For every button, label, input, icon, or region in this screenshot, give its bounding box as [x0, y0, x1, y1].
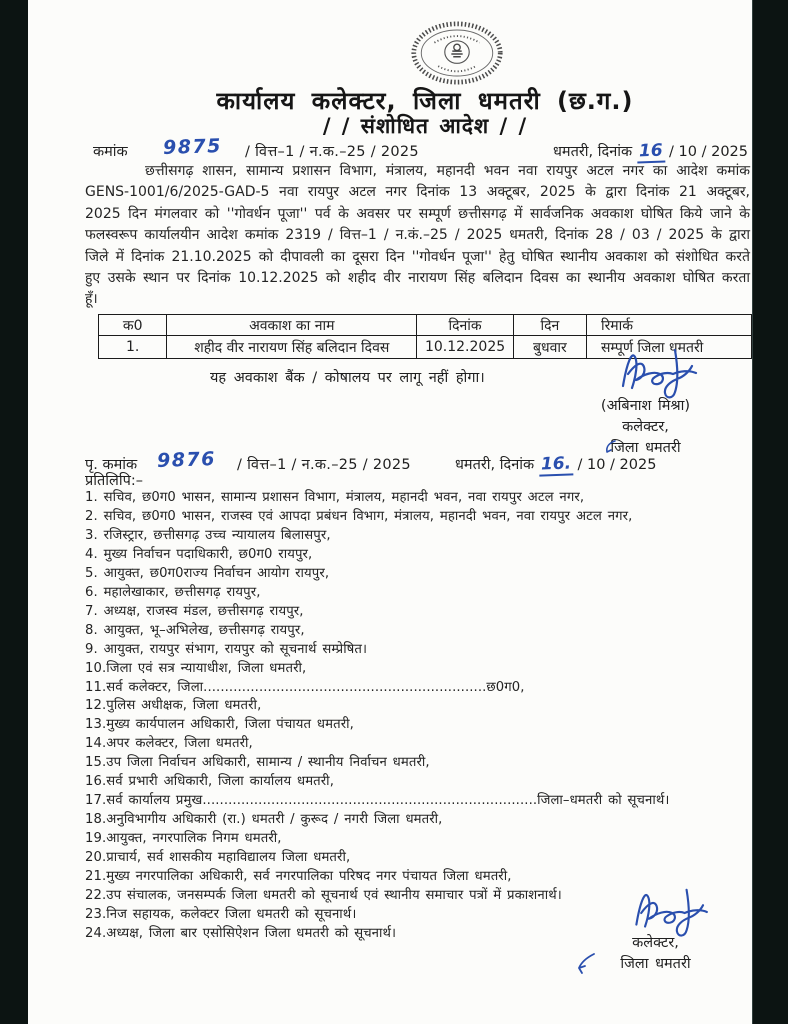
copy-list-item: 23.निज सहायक, कलेक्टर जिला धमतरी को सूचनार्थ।	[85, 906, 357, 922]
copy-list-item: 2. सचिव, छ0ग0 भासन, राजस्व एवं आपदा प्रबंधन विभाग, मंत्रालय, महानदी भवन, नवा रायपुर अटल नगर,	[85, 508, 633, 524]
date-rest: / 10 / 2025	[669, 144, 748, 160]
copy-list-item: 13.मुख्य कार्यपालन अधिकारी, जिला पंचायत धमतरी,	[85, 717, 354, 733]
copy-list-item: 9. आयुक्त, रायपुर संभाग, रायपुर को सूचनार्थ सम्प्रेषित।	[85, 641, 368, 657]
endorsement-suffix: / वित्त–1 / न.क.–25 / 2025	[237, 457, 411, 473]
footer-signatory-designation: कलेक्टर,	[632, 935, 679, 951]
bank-note: यह अवकाश बैंक / कोषालय पर लागू नहीं होगा।	[210, 370, 485, 386]
ink-arrow-mark-lower	[577, 952, 597, 976]
endorsement-label: पृ. कमांक	[85, 457, 138, 473]
copy-list-item: 7. अध्यक्ष, राजस्व मंडल, छत्तीसगढ़ रायपुर,	[85, 603, 304, 619]
endorsement-number-handwritten: 9876	[156, 447, 217, 473]
place-date	[553, 141, 748, 163]
copy-list-item: 19.आयुक्त, नगरपालिक निगम धमतरी,	[85, 831, 282, 847]
copies-label: प्रतिलिपि:–	[85, 473, 143, 489]
endorsement-place-label: धमतरी, दिनांक	[455, 457, 535, 473]
cell-holiday-name: शहीद वीर नारायण सिंह बलिदान दिवस	[167, 336, 417, 359]
signatory-block	[558, 396, 733, 459]
copy-list-item: 15.उप जिला निर्वाचन अधिकारी, सामान्य / स्थानीय निर्वाचन धमतरी,	[85, 755, 430, 771]
signatory-district: जिला धमतरी	[610, 440, 681, 456]
copy-distribution-list	[85, 489, 752, 944]
endorsement-place-date	[455, 454, 656, 476]
signatory-name: (अबिनाश मिश्रा)	[600, 398, 691, 414]
col-holiday-name: अवकाश का नाम	[167, 315, 417, 336]
cell-serial: 1.	[99, 336, 167, 359]
order-type-title: / / संशोधित आदेश / /	[322, 114, 528, 138]
place-date-label: धमतरी, दिनांक	[553, 144, 633, 160]
government-seal-icon	[410, 20, 504, 86]
copy-list-item: 14.अपर कलेक्टर, जिला धमतरी,	[85, 736, 253, 752]
footer-signatory-district: जिला धमतरी	[620, 956, 691, 972]
copy-list-item: 4. मुख्य निर्वाचन पदाधिकारी, छ0ग0 रायपुर,	[85, 546, 313, 562]
cell-day: बुधवार	[513, 336, 586, 359]
copy-list-item: 12.पुलिस अधीक्षक, जिला धमतरी,	[85, 698, 262, 714]
copy-list-item: 1. सचिव, छ0ग0 भासन, सामान्य प्रशासन विभाग, मंत्रालय, महानदी भवन, नवा रायपुर अटल नगर,	[85, 490, 585, 505]
copy-list-item: 20.प्राचार्य, सर्व शासकीय महाविद्यालय जिला धमतरी,	[85, 850, 351, 866]
document-paper	[28, 0, 752, 1024]
copy-list-item: 11.सर्व कलेक्टर, जिला..................................................................छ0ग0,	[85, 679, 525, 695]
copy-list-item: 18.अनुविभागीय अधिकारी (रा.) धमतरी / कुरूद / नगरी जिला धमतरी,	[85, 812, 443, 828]
ref-number-handwritten: 9875	[162, 134, 223, 160]
date-day-handwritten: 16	[636, 141, 664, 164]
copy-list-item: 24.अध्यक्ष, जिला बार एसोसिऐशन जिला धमतरी को सूचनार्थ।	[85, 925, 397, 941]
col-serial: क0	[99, 315, 167, 336]
order-paragraph: छत्तीसगढ़ शासन, सामान्य प्रशासन विभाग, मंत्रालय, महानदी भवन नवा रायपुर अटल नगर का आदेश कमांक GENS-1001/6/2025-GAD-5 नवा रायपुर अटल नगर दिनांक 13 अक्टूबर, 2025 के द्वारा दिनांक 21 अक्टूबर, 2025 दिन मंगलवार को ''गोवर्धन पूजा'' पर्व के अवसर पर सम्पूर्ण छत्तीसगढ़ में सार्वजनिक अवकाश घोषित किये जाने के फलस्वरूप कार्यालयीन आदेश कमांक 2319 / वित्त–1 / न.कं.–25 / 2025 धमतरी, दिनांक 28 / 03 / 2025 के द्वारा जिले में दिनांक 21.10.2025 को दीपावली का दूसरा दिन ''गोवर्धन पूजा'' हेतु घोषित स्थानीय अवकाश को संशोधित करते हुए उसके स्थान पर दिनांक 10.12.2025 को शहीद वीर नारायण सिंह बलिदान दिवस का स्थानीय अवकाश घोषित करता हूँ।	[85, 163, 750, 308]
cell-date: 10.12.2025	[417, 336, 514, 359]
copy-list-item: 22.उप संचालक, जनसम्पर्क जिला धमतरी को सूचनार्थ एवं स्थानीय समाचार पत्रों में प्रकाशनार्थ।	[85, 888, 562, 904]
office-title: कार्यालय कलेक्टर, जिला धमतरी (छ.ग.)	[216, 87, 634, 115]
copy-list-item: 5. आयुक्त, छ0ग0राज्य निर्वाचन आयोग रायपुर,	[85, 565, 330, 581]
ref-label: कमांक	[93, 144, 128, 160]
copy-list-item: 6. महालेखाकार, छत्तीसगढ़ रायपुर,	[85, 584, 261, 600]
endorsement-date-day-handwritten: 16.	[538, 453, 573, 476]
col-remark: रिमार्क	[586, 315, 751, 336]
copy-list-item: 17.सर्व कार्यालय प्रमुख..............................................................................जिला–धमतरी को सूचनार्थ।	[85, 793, 670, 809]
signature-ink-lower	[628, 884, 722, 940]
copy-list-item: 10.जिला एवं सत्र न्यायाधीश, जिला धमतरी,	[85, 660, 307, 676]
ref-suffix: / वित्त–1 / न.क.–25 / 2025	[245, 144, 419, 160]
copy-list-item: 21.मुख्य नगरपालिका अधिकारी, सर्व नगरपालिका परिषद नगर पंचायत जिला धमतरी,	[85, 869, 512, 885]
copy-list-item: 3. रजिस्ट्रार, छत्तीसगढ़ उच्च न्यायालय बिलासपुर,	[85, 527, 331, 543]
endorsement-date-rest: / 10 / 2025	[577, 457, 657, 473]
signature-ink-upper	[613, 344, 713, 402]
copy-list-item: 16.सर्व प्रभारी अधिकारी, जिला कार्यालय धमतरी,	[85, 774, 334, 790]
col-day: दिन	[513, 315, 586, 336]
cell-remark: सम्पूर्ण जिला धमतरी	[586, 336, 751, 359]
scan-border-right	[752, 0, 788, 1024]
table-header-row	[99, 315, 752, 336]
copy-list-item: 8. आयुक्त, भू–अभिलेख, छत्तीसगढ़ रायपुर,	[85, 622, 305, 638]
scan-border-left	[0, 0, 30, 1024]
signatory-designation: कलेक्टर,	[622, 419, 669, 435]
col-date: दिनांक	[417, 315, 514, 336]
